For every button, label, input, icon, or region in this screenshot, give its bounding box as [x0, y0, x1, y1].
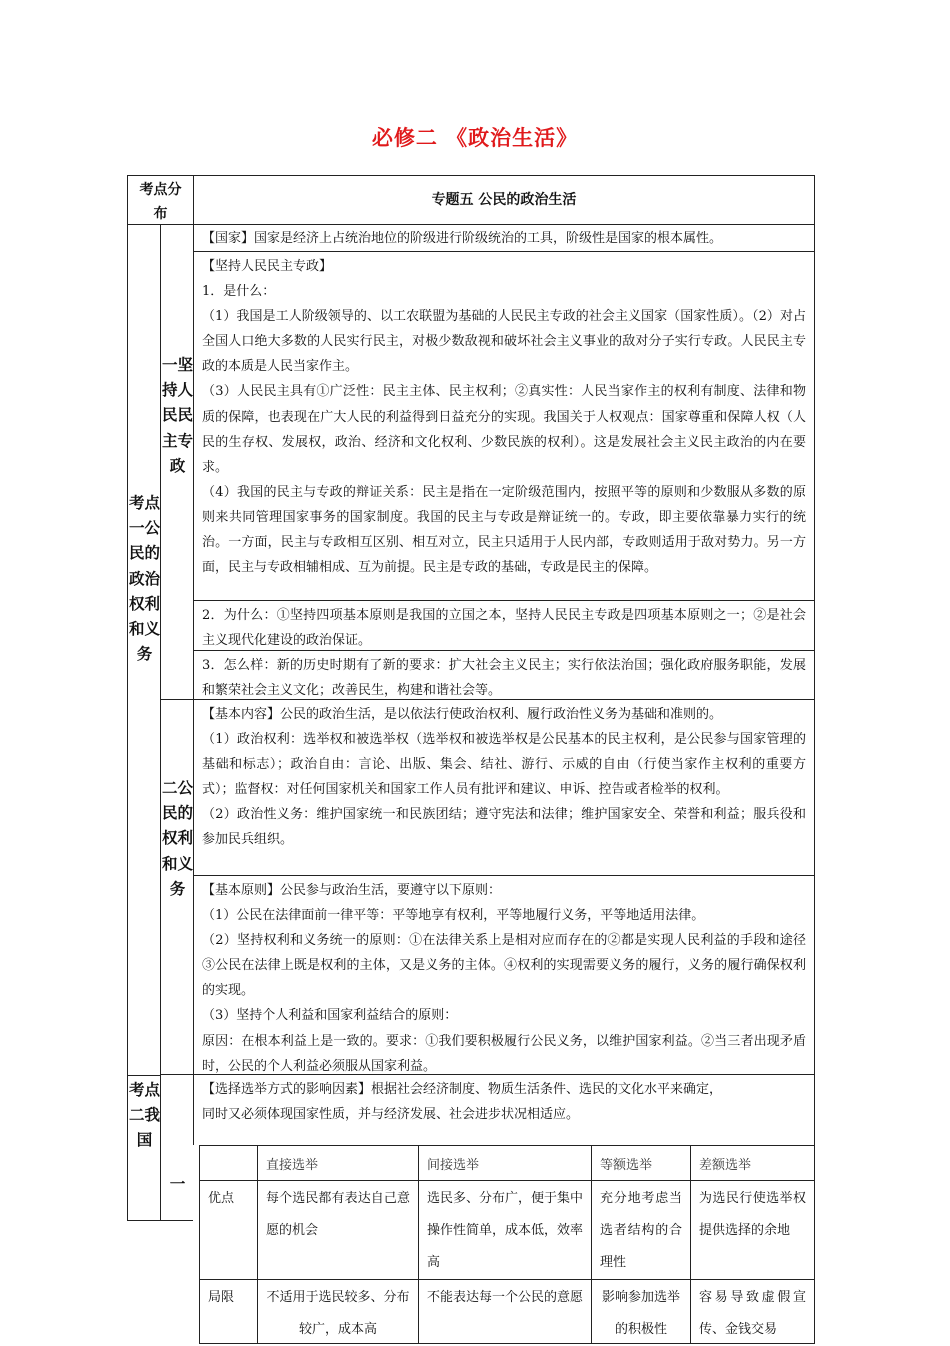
paragraph: 【坚持人民民主专政】 — [202, 259, 333, 274]
sub2-label-cell — [160, 700, 193, 1075]
table-header-cell — [199, 1145, 257, 1181]
header-cell-title — [193, 175, 815, 225]
paragraph: 【选择选举方式的影响因素】根据社会经济制度、物质生活条件、选民的文化水平来确定， — [202, 1082, 723, 1097]
sub1-block-state — [193, 225, 815, 251]
paragraph: （2）政治性义务：维护国家统一和民族团结；遵守宪法和法律；维护国家安全、荣誉和利益；服兵役和参加民兵组织。 — [202, 807, 806, 848]
table-header-cell: 等额选举 — [591, 1145, 690, 1181]
election-comparison-table — [199, 1145, 815, 1344]
header-topic-label: 考点分布 — [139, 182, 182, 222]
paragraph: 1．是什么： — [202, 284, 276, 300]
sub2-block-principles — [193, 875, 815, 1075]
table-row-label: 优点 — [199, 1181, 257, 1280]
header-title: 专题五 公民的政治生活 — [431, 192, 577, 208]
paragraph: （1）我国是工人阶级领导的、以工农联盟为基础的人民民主专政的社会主义国家（国家性质）。（2）对占全国人口绝大多数的人民实行民主，对极少数敌视和破坏社会主义事业的敌对分子实行专政。人民民主专政的本质是人民当家作主。 — [202, 309, 806, 375]
table-cell: 为选民行使选举权提供选择的余地 — [690, 1181, 815, 1280]
paragraph: （4）我国的民主与专政的辩证关系：民主是指在一定阶级范围内，按照平等的原则和少数服从多数的原则来共同管理国家事务的国家制度。我国的民主与专政是辩证统一的。专政，即主要依靠暴力实行的统治。一方面，民主与专政相互区别、相互对立，民主只适用于人民内部，专政则适用于敌对势力。另一方面，民主与专政相辅相成、互为前提。民主是专政的基础，专政是民主的保障。 — [202, 484, 806, 576]
paragraph: （3）坚持个人利益和国家利益结合的原则： — [202, 1008, 458, 1024]
table-cell: 不适用于选民较多、分布较广，成本高 — [257, 1280, 418, 1344]
section1-label: 考点一公民的政治权利和义务 — [128, 493, 160, 664]
table-cell: 容易导致虚假宣传、金钱交易 — [690, 1280, 815, 1344]
header-cell-topic — [127, 175, 193, 225]
table-cell: 不能表达每一个公民的意愿 — [418, 1280, 591, 1344]
sub1-label: 一坚持人民民主专政 — [161, 355, 193, 475]
paragraph: 原因：在根本利益上是一致的。要求：①我们要积极履行公民义务，以维护国家利益。②当三者出现矛盾时，公民的个人利益必须服从国家利益。 — [202, 1033, 806, 1074]
table-header-cell: 直接选举 — [257, 1145, 418, 1181]
table-cell: 选民多、分布广，便于集中操作性简单，成本低，效率高 — [418, 1181, 591, 1280]
section2-label: 考点二我国 — [128, 1080, 160, 1150]
sub1-block-how — [193, 650, 815, 700]
table-cell: 影响参加选举的积极性 — [591, 1280, 690, 1344]
sub1-block-dictatorship — [193, 251, 815, 600]
table-header-cell: 差额选举 — [690, 1145, 815, 1181]
sub1-block-why — [193, 600, 815, 650]
table-cell: 充分地考虑当选者结构的合理性 — [591, 1181, 690, 1280]
paragraph: 2．为什么：①坚持四项基本原则是我国的立国之本，坚持人民民主专政是四项基本原则之一；②是社会主义现代化建设的政治保证。 — [202, 608, 806, 649]
section2-sub1-label: 一 — [169, 1174, 186, 1193]
sub2-label: 二公民的权利和义务 — [161, 778, 193, 898]
paragraph: 【基本内容】公民的政治生活，是以依法行使政治权利、履行政治性义务为基础和准则的。 — [202, 707, 723, 722]
paragraph: 【基本原则】公民参与政治生活，要遵守以下原则： — [202, 883, 502, 898]
state-definition: 【国家】国家是经济上占统治地位的阶级进行阶级统治的工具，阶级性是国家的根本属性。 — [202, 231, 723, 246]
paragraph: （1）政治权利：选举权和被选举权（选举权和被选举权是公民基本的民主权利，是公民参与国家管理的基础和标志）；政治自由：言论、出版、集会、结社、游行、示威的自由（行使当家作主权利的重要方式）；监督权：对任何国家机关和国家工作人员有批评和建议、申诉、控告或者检举的权利。 — [202, 732, 806, 798]
page-title: 必修二 《政治生活》 — [371, 125, 579, 150]
section1-label-cell — [127, 225, 160, 1075]
paragraph: （2）坚持权利和义务统一的原则：①在法律关系上是相对应而存在的②都是实现人民利益的手段和途径③公民在法律上既是权利的主体，又是义务的主体。④权利的实现需要义务的履行，义务的履行确保权利的实现。 — [202, 933, 806, 999]
paragraph: 3．怎么样：新的历史时期有了新的要求：扩大社会主义民主；实行依法治国；强化政府服务职能，发展和繁荣社会主义文化；改善民生，构建和谐社会等。 — [202, 658, 806, 699]
paragraph: （1）公民在法律面前一律平等：平等地享有权利，平等地履行义务，平等地适用法律。 — [202, 908, 705, 924]
sub1-label-cell — [160, 225, 193, 700]
paragraph: 同时又必须体现国家性质，并与经济发展、社会进步状况相适应。 — [202, 1107, 580, 1123]
table-cell: 每个选民都有表达自己意愿的机会 — [257, 1181, 418, 1280]
table-header-cell: 间接选举 — [418, 1145, 591, 1181]
table-row-label: 局限 — [199, 1280, 257, 1344]
section2-intro — [193, 1075, 815, 1145]
section2-sub1-label-cell — [160, 1075, 193, 1221]
section2-label-cell — [127, 1075, 160, 1221]
paragraph: （3）人民民主具有①广泛性：民主主体、民主权利；②真实性：人民当家作主的权利有制度、法律和物质的保障，也表现在广大人民的利益得到日益充分的实现。我国关于人权观点：国家尊重和保障人权（人民的生存权、发展权，政治、经济和文化权利、少数民族的权利）。这是发展社会主义民主政治的内在要求。 — [202, 384, 806, 475]
sub2-block-content — [193, 700, 815, 875]
